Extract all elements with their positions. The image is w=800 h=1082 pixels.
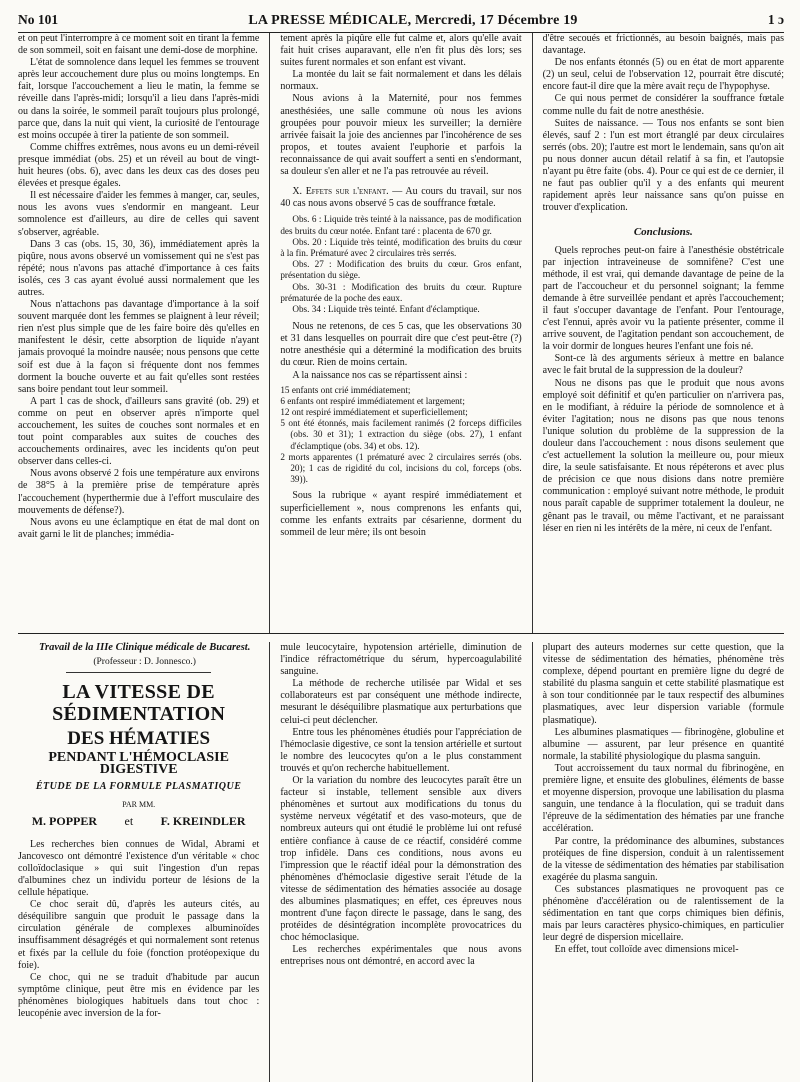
list-item: 6 enfants ont respiré immédiatement et largement;	[280, 395, 465, 406]
professor-line: (Professeur : D. Jonnesco.)	[93, 657, 196, 668]
paragraph: La montée du lait se fait normalement et dans les délais normaux.	[280, 69, 522, 93]
paragraph: Les albumines plasmatiques — fibrinogène, globuline et albumine — assurent, par leur présence en quantité normale, la stabilité physiologique du plasma sanguin.	[542, 726, 784, 762]
institution-line: Travail de la IIIe Clinique médicale de Bucarest.	[38, 642, 251, 653]
paragraph: Suites de naissance. — Tous nos enfants se sont bien élevés, sauf 2 : l'un est mort étranglé par deux circulaires serrés (obs. 20); l'autre est mort le lendemain, sans qu'on ait pu nous donner aucun détail relatif à sa fin, et l'autopsie n'ayant pu être faite (obs. 4). Pour ce qui est de ce dernier, il ne faut pas oublier qu'il y a des enfants qui meurent rapidement après leur naissance sans qu'on puisse en trouver d'explication.	[542, 117, 784, 214]
article-sedimentation	[18, 634, 784, 1082]
author-name: F. KREINDLER	[160, 813, 246, 828]
paragraph: Il est nécessaire d'aider les femmes à manger, car, seules, nous les avons vues s'endormir en mangeant. Leur somnolence est d'ailleurs, au dire de celles qui savent s'observer, agréable.	[18, 190, 260, 238]
observation-item: Obs. 6 : Liquide très teinté à la naissance, pas de modification des bruits du cœur notée. Enfant taré : placenta de 670 gr.	[280, 214, 522, 236]
observation-item: Obs. 20 : Liquide très teinté, modification des bruits du cœur à la fin. Prématuré avec 2 circulaires très serrés.	[280, 236, 522, 258]
author-name: M. POPPER	[31, 813, 98, 828]
paragraph: Nous n'attachons pas davantage d'importance à la soif souvent marquée dont les femmes se plaignent à leur réveil; rien n'est plus simple que de les faire boire dès qu'elles en manifestent le désir, cette absorption de liquide n'ayant jamais provoqué la moindre nausée; nous pensons que cette soif est due à la façon si fréquente dont nos femmes dorment la bouche ouverte et au fait qu'elles sont restées sans boire pendant tout leur sommeil.	[18, 299, 260, 395]
paragraph: Sous la rubrique « ayant respiré immédiatement et superficiellement », nous comprenons les enfants qui, comme les enfants extraits par césarienne, dorment du sommeil de leur mère; ils ont besoin	[280, 490, 522, 538]
birth-outcomes-list	[280, 385, 521, 486]
article-title: LA VITESSE DE SÉDIMENTATION	[52, 681, 226, 726]
observations-list	[280, 214, 521, 315]
paragraph: Entre tous les phénomènes étudiés pour l'appréciation de l'hémoclasie digestive, ce sont la tension artérielle et surtout le nombre des leucocytes qu'on a le plus constamment trouvés et qu'on recherche habituellement.	[280, 726, 522, 774]
section-heading-paragraph	[280, 186, 521, 210]
section-text: — Au cours du travail, sur nos 40 cas nous avons observé 5 cas de souffrance fœtale.	[280, 186, 522, 210]
paragraph: Tout accroissement du taux normal du fibrinogène, en première ligne, et ensuite des globulines, éléments de basse et moyenne dispersion, provoque une labilisation du plasma sanguin, une tendance à la floculation, qui se traduit dans l'épreuve de la sédimentation des hématies par une franche accélération.	[542, 762, 784, 835]
paragraph: Or la variation du nombre des leucocytes paraît être un facteur si instable, tellement sensible aux divers phénomènes et surtout aux modifications du tonus du système nerveux végétatif et des vaso-moteurs, que de nombreux auteurs qui ont étudié le problème lui ont refusé entière confiance à cause de ce réactif, considéré comme trop infidèle. Dans ces conditions, nous avons eu l'impression que le réactif idéal pour la démonstration des phénomènes d'hémoclasie digestive serait l'étude de la vitesse de sédimentation des hématies associée au dosage des albumines plasmatiques; en effet, ces épreuves nous montrent d'une façon directe le passage, dans le sang, des protéides de désintégration incomplète provocatrices du choc hémoclasique.	[280, 775, 522, 944]
page-number: 1 ɔ	[767, 12, 784, 27]
article2-column-3	[543, 642, 784, 1082]
paragraph: Ce qui nous permet de considérer la souffrance fœtale comme nulle du fait de notre anesthésie.	[542, 93, 784, 117]
list-item: 5 ont été étonnés, mais facilement ranimés (2 forceps difficiles (obs. 30 et 31); 1 extraction du siège (obs. 27), 1 enfant d'éclamptique (obs. 34) et obs. 12).	[280, 418, 522, 451]
paragraph: d'être secoués et frictionnés, au besoin baignés, mais pas davantage.	[542, 33, 784, 57]
paragraph: Les recherches expérimentales que nous avons entreprises nous ont démontré, en accord avec la	[280, 944, 522, 968]
observation-item: Obs. 34 : Liquide très teinté. Enfant d'éclamptique.	[292, 303, 480, 314]
column-divider	[269, 642, 270, 1082]
article-subtitle: ÉTUDE DE LA FORMULE PLASMATIQUE	[35, 781, 242, 793]
conclusions-heading: Conclusions.	[633, 226, 693, 239]
article2-column-2	[280, 642, 521, 1082]
paragraph: plupart des auteurs modernes sur cette question, que la vitesse de sédimentation des hématies, phénomène très complexe, dépend pourtant en première ligne du degré de stabilité du plasma sanguin et cette stabilité plasmatique est à son tour conditionnée par le taux respectif des albumines plasmatiques, avec leur dispersion variable (formule plasmatique).	[542, 642, 784, 726]
article-title-block	[18, 642, 259, 827]
paragraph: Nous avions à la Maternité, pour nos femmes anesthésiées, une salle commune où nous les avions groupées pour pouvoir mieux les surveiller; la dernière arrivée faisait la joie des anciennes par l'incohérence de ses propos, et toutes avaient l'euphorie et parfois la reconnaissance de qui avait souffert a senti en s'endormant, sa douleur s'en aller et ne l'a pas retrouvée au réveil.	[280, 93, 522, 178]
paragraph: Comme chiffres extrêmes, nous avons eu un demi-réveil presque immédiat (obs. 25) et un réveil au bout de vingt-huit heures (obs. 6), avec dans les deux cas des doses peu élevées et presque égales.	[18, 141, 260, 190]
paragraph: et on peut l'interrompre à ce moment soit en tirant la femme de son sommeil, soit en faisant une demi-dose de morphine.	[18, 33, 260, 57]
article-title-line-3: PENDANT L'HÉMOCLASIE DIGESTIVE	[48, 750, 229, 778]
list-item: 12 ont respiré immédiatement et superficiellement;	[280, 407, 468, 418]
paragraph: Ce choc serait dû, d'après les auteurs cités, au déséquilibre sanguin que produit le passage dans la circulation générale de complexes albuminoïdes insuffisamment désagrégés et qui normalement sont retenus et fixés par la cellule du foie (fonction protéopexique du foie).	[18, 899, 260, 971]
paragraph: Les recherches bien connues de Widal, Abrami et Jancovesco ont démontré l'existence d'un véritable « choc colloïdoclasique » qui suit l'ingestion d'un repas d'albumines chez un individu porteur de lésions de la cellule hépatique.	[18, 838, 260, 899]
paragraph: Nous ne retenons, de ces 5 cas, que les observations 30 et 31 dans lesquelles on pourrait dire que c'est peut-être (?) notre anesthésie qui a déterminé la modification des bruits du cœur. Rien de moins certain.	[280, 321, 522, 369]
paragraph: Dans 3 cas (obs. 15, 30, 36), immédiatement après la piqûre, nous avons observé un vomissement qui ne s'est pas répété; nous n'avons pas attaché d'importance à ces faits isolés, ces 3 cas ayant évolué aussi normalement que les autres.	[18, 238, 260, 298]
paragraph: A la naissance nos cas se répartissent ainsi :	[292, 369, 468, 381]
article-anesthesia	[18, 33, 784, 634]
paragraph: Sont-ce là des arguments sérieux à mettre en balance avec le fait brutal de la suppression de la douleur?	[542, 353, 784, 377]
page-header	[18, 12, 784, 33]
article1-column-3	[543, 33, 784, 633]
byline-prefix: PAR MM.	[122, 800, 156, 810]
column-divider	[532, 33, 533, 633]
journal-title: LA PRESSE MÉDICALE, Mercredi, 17 Décembre 19	[248, 13, 578, 28]
paragraph: La méthode de recherche utilisée par Widal et ses collaborateurs est par conséquent une méthode indirecte, mesurant le déséquilibre plasmatique aux perturbations que celui-ci peut déclencher.	[280, 678, 522, 726]
paragraph: A part 1 cas de shock, d'ailleurs sans gravité (ob. 29) et comme on peut en observer après n'importe quel accouchement, les suites de couches sont normales et en tout point comparables aux suites de couches des accouchements ordinaires, avec les incidents qu'on peut observer dans celles-ci.	[18, 395, 260, 468]
paragraph: Nous ne disons pas que le produit que nous avons employé soit définitif et qu'en particulier on n'arrivera pas, en le modifiant, à réduire la période de somnolence et à éviter l'agitation; nous ne disons pas que nous tenons l'unique solution du problème de la suppression de la douleur dans l'accouchement : nous disons seulement que c'est actuellement la solution la meilleure ou, pour mieux dire, la seule satisfaisante. Et nous répéterons et avec plus de précision ce que nous disions dans notre première communication : employé suivant notre méthode, le produit nous paraît capable de supprimer totalement la douleur, ne gênant pas le travail, ou même l'activant, et ne paraissant léser en rien ni les intérêts de la mère, ni ceux de l'enfant.	[542, 377, 784, 534]
title-rule	[66, 672, 211, 673]
paragraph: En effet, tout colloïde avec dimensions micel-	[554, 944, 739, 956]
paragraph: mule leucocytaire, hypotension artérielle, diminution de l'indice réfractométrique du sérum, hypercoagulabilité sanguine.	[280, 642, 522, 678]
article-title-line-2: DES HÉMATIES	[67, 728, 211, 750]
author-conjunction: et	[124, 813, 134, 828]
paragraph: Par contre, la prédominance des albumines, substances protéiques de fine dispersion, conduit à un ralentissement de la vitesse de sédimentation des hématies par stabilisation exagérée du plasma sanguin.	[542, 835, 784, 883]
paragraph: tement après la piqûre elle fut calme et, alors qu'elle avait fait huit crises auparavant, elle n'en fit plus dès lors; ses suites furent normales et son enfant est vivant.	[280, 33, 522, 69]
paragraph: Quels reproches peut-on faire à l'anesthésie obstétricale par injection intraveineuse de somnifène? C'est une méthode, il est vrai, qui demande davantage de peine de la part de l'accoucheur et du personnel soignant; la femme demande à être surveillée pendant et après l'accouchement; il faut s'occuper davantage de l'enfant. Pour l'entourage, c'est l'ennui, après avoir vu la patiente présenter, comme il arrive souvent, de l'agitation pendant son accouchement, de la voir dormir de longues heures l'enfant une fois né.	[542, 244, 784, 353]
observation-item: Obs. 30-31 : Modification des bruits du cœur. Rupture prématurée de la poche des eaux.	[280, 281, 522, 303]
paragraph: Nous avons observé 2 fois une température aux environs de 38°5 à la première prise de température après l'accouchement (hyperthermie due à l'effort musculaire des mouvements de défense?).	[18, 468, 260, 516]
list-item: 15 enfants ont crié immédiatement;	[280, 384, 411, 395]
list-item: 2 morts apparentes (1 prématuré avec 2 circulaires serrés (obs. 20); 1 cas de rigidité du col, incisions du col, forceps (obs. 39)).	[280, 451, 522, 485]
paragraph: L'état de somnolence dans lequel les femmes se trouvent après leur accouchement dure plus ou moins longtemps. En fait, lorsque l'accouchement a lieu le matin, la femme se réveille dans l'après-midi; lorsqu'il a lieu dans l'après-midi ou dans la soirée, le sommeil paraît toujours plus prolongé, parce que, dans la nuit qui vient, la curiosité de l'entourage est moins occupée à tirer la patiente de son sommeil.	[18, 57, 260, 141]
article2-column-1	[18, 642, 259, 1082]
paragraph: Nous avons eu une éclamptique en état de mal dont on avait garni le lit de planches; immédia-	[18, 516, 260, 540]
observation-item: Obs. 27 : Modification des bruits du cœur. Gros enfant, présentation du siège.	[280, 259, 522, 281]
column-divider	[532, 642, 533, 1082]
article1-column-2	[280, 33, 521, 633]
authors	[18, 815, 259, 827]
paragraph: Ces substances plasmatiques ne provoquent pas ce phénomène d'accélération ou de ralentissement de la sédimentation en tant que corps chimiques bien définis, mais par leurs caractères physico-chimiques, en particulier leur degré de dispersion micellaire.	[542, 883, 784, 944]
column-divider	[269, 33, 270, 633]
paragraph: Ce choc, qui ne se traduit d'habitude par aucun symptôme clinique, peut être mis en évidence par les phénomènes biologiques habituels dans tout choc : leucopénie avec inversion de la for-	[18, 971, 260, 1019]
paragraph: De nos enfants étonnés (5) ou en état de mort apparente (2) un seul, celui de l'observation 12, pourrait être discuté; encore faut-il dire que la mère avait reçu de l'hypophyse.	[542, 57, 784, 93]
article1-column-1	[18, 33, 259, 633]
section-heading: X. Effets sur l'enfant.	[292, 186, 389, 198]
issue-number: No 101	[18, 12, 59, 27]
